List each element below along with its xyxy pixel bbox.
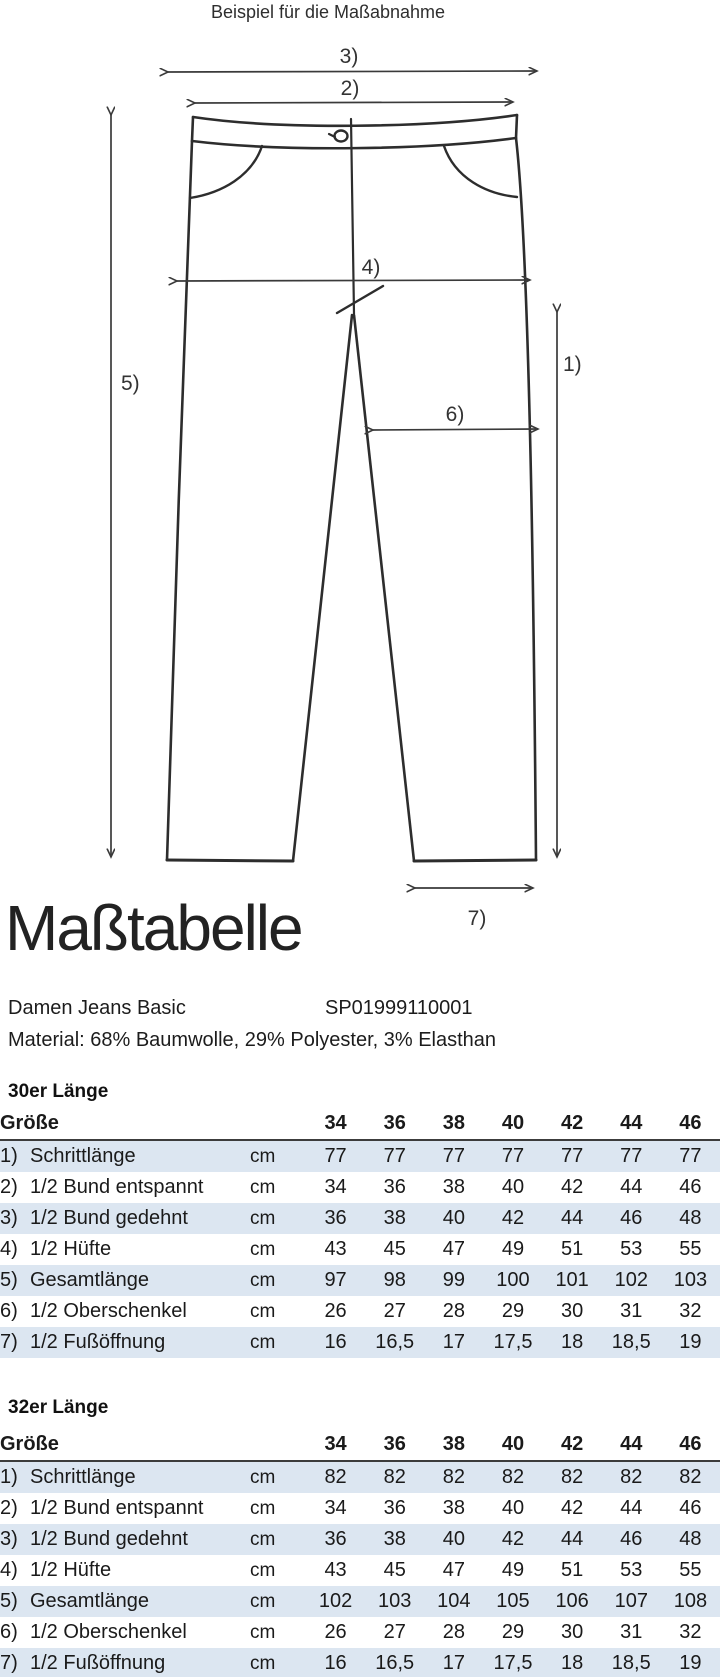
measure-value: 31 xyxy=(620,1300,643,1322)
page-title: Maßtabelle xyxy=(5,892,302,964)
size-header-cell: 38 xyxy=(442,1433,465,1455)
measure-value: 102 xyxy=(614,1269,648,1291)
measure-value: 47 xyxy=(442,1238,465,1260)
measure-number: 6) xyxy=(0,1300,18,1322)
measure-value: 82 xyxy=(324,1466,347,1488)
measure-number: 6) xyxy=(0,1621,18,1643)
measure-value: 36 xyxy=(324,1528,347,1550)
measure-name-cell xyxy=(0,1203,250,1234)
measure-row xyxy=(0,1648,720,1677)
measure-name-cell xyxy=(0,1524,250,1555)
measure-value: 16,5 xyxy=(375,1652,415,1674)
size-header-cell: 44 xyxy=(620,1112,643,1134)
measure-number: 5) xyxy=(0,1590,18,1612)
size-header-row xyxy=(0,1429,720,1461)
left-hem xyxy=(167,860,293,861)
measure-value: 107 xyxy=(614,1590,648,1612)
dimension-label-4: 4) xyxy=(361,256,381,279)
measure-value: 77 xyxy=(383,1145,406,1167)
measure-value: 82 xyxy=(383,1466,406,1488)
measure-name-cell xyxy=(0,1327,250,1358)
waistband-right-edge xyxy=(516,115,517,138)
measure-unit: cm xyxy=(250,1652,276,1674)
measure-value: 34 xyxy=(324,1176,347,1198)
size-header-cell: 44 xyxy=(620,1433,643,1455)
measure-number: 7) xyxy=(0,1331,18,1353)
measure-label: 1/2 Bund entspannt xyxy=(30,1497,204,1519)
measure-number: 2) xyxy=(0,1176,18,1198)
measure-value: 101 xyxy=(555,1269,589,1291)
measure-unit: cm xyxy=(250,1300,276,1322)
dimension-label-6: 6) xyxy=(445,403,465,426)
measure-value: 32 xyxy=(679,1300,702,1322)
size-row-label: Größe xyxy=(0,1433,59,1455)
measure-name-cell xyxy=(0,1265,250,1296)
measure-value: 30 xyxy=(561,1300,584,1322)
size-header-cell: 42 xyxy=(561,1112,584,1134)
measure-name-cell xyxy=(0,1586,250,1617)
measure-value: 44 xyxy=(620,1176,643,1198)
measure-value: 46 xyxy=(679,1176,702,1198)
measure-value: 106 xyxy=(555,1590,589,1612)
measure-label: Schrittlänge xyxy=(30,1145,136,1167)
measure-value: 32 xyxy=(679,1621,702,1643)
waistband-left-edge xyxy=(192,117,193,141)
table-heading-30: 30er Länge xyxy=(8,1081,109,1102)
size-header-cell: 34 xyxy=(324,1433,347,1455)
measure-value: 42 xyxy=(561,1176,584,1198)
measure-value: 51 xyxy=(561,1238,584,1260)
left-pocket-curve xyxy=(190,146,262,198)
dimension-label-5: 5) xyxy=(121,372,140,395)
measure-value: 31 xyxy=(620,1621,643,1643)
measure-value: 43 xyxy=(324,1238,347,1260)
measure-value: 16 xyxy=(324,1652,347,1674)
measure-value: 36 xyxy=(324,1207,347,1229)
measure-value: 105 xyxy=(496,1590,530,1612)
dimension-arrow-6 xyxy=(373,429,538,430)
dimension-label-3: 3) xyxy=(339,45,359,68)
diagram-title: Beispiel für die Maßabnahme xyxy=(210,2,446,22)
measure-value: 30 xyxy=(561,1621,584,1643)
measure-name-cell xyxy=(0,1648,250,1677)
measure-value: 38 xyxy=(383,1528,406,1550)
measure-row xyxy=(0,1172,720,1203)
right-pocket-curve xyxy=(444,146,517,197)
measure-value: 48 xyxy=(679,1528,702,1550)
measure-value: 82 xyxy=(679,1466,702,1488)
measure-unit: cm xyxy=(250,1621,276,1643)
size-header-cell: 38 xyxy=(442,1112,465,1134)
size-header-cell: 40 xyxy=(501,1433,525,1455)
measure-value: 53 xyxy=(620,1559,643,1581)
measure-value: 46 xyxy=(620,1528,643,1550)
measure-value: 108 xyxy=(673,1590,708,1612)
unit-header xyxy=(250,1429,306,1461)
measure-value: 38 xyxy=(442,1497,465,1519)
measure-number: 3) xyxy=(0,1207,18,1229)
button-icon xyxy=(335,131,348,142)
measure-value: 77 xyxy=(561,1145,584,1167)
dimension-arrow-3 xyxy=(168,71,537,72)
measure-value: 19 xyxy=(679,1652,702,1674)
measure-value: 99 xyxy=(442,1269,465,1291)
measure-row xyxy=(0,1461,720,1493)
measure-value: 42 xyxy=(501,1207,525,1229)
measure-value: 40 xyxy=(501,1176,525,1198)
measure-number: 2) xyxy=(0,1497,18,1519)
measure-unit: cm xyxy=(250,1145,276,1167)
measure-value: 45 xyxy=(383,1559,406,1581)
measure-value: 100 xyxy=(496,1269,530,1291)
measure-value: 42 xyxy=(561,1497,584,1519)
measure-value: 44 xyxy=(561,1207,584,1229)
measure-value: 17 xyxy=(442,1331,465,1353)
measure-label: 1/2 Hüfte xyxy=(30,1238,112,1260)
measure-row xyxy=(0,1524,720,1555)
left-outer-seam xyxy=(167,141,192,860)
measure-value: 77 xyxy=(501,1145,525,1167)
measure-value: 17,5 xyxy=(493,1652,533,1674)
measure-value: 103 xyxy=(378,1590,412,1612)
material-info: Material: 68% Baumwolle, 29% Polyester, 3% Elasthan xyxy=(8,1029,497,1051)
size-row-label: Größe xyxy=(0,1112,59,1134)
measure-row xyxy=(0,1140,720,1172)
measure-value: 103 xyxy=(673,1269,708,1291)
measure-value: 36 xyxy=(383,1176,406,1198)
measure-unit: cm xyxy=(250,1269,276,1291)
dimension-arrow-2 xyxy=(195,102,513,103)
measure-value: 16,5 xyxy=(375,1331,415,1353)
unit-header xyxy=(250,1108,306,1140)
left-inner-seam xyxy=(293,315,352,861)
measure-label: 1/2 Bund gedehnt xyxy=(30,1207,188,1229)
measure-number: 1) xyxy=(0,1145,18,1167)
measure-unit: cm xyxy=(250,1238,276,1260)
measure-row xyxy=(0,1296,720,1327)
measure-value: 29 xyxy=(501,1300,525,1322)
measure-row xyxy=(0,1586,720,1617)
measure-value: 40 xyxy=(442,1528,465,1550)
measure-unit: cm xyxy=(250,1207,276,1229)
measure-value: 43 xyxy=(324,1559,347,1581)
measure-label: 1/2 Hüfte xyxy=(30,1559,112,1581)
measure-value: 34 xyxy=(324,1497,347,1519)
measure-label: 1/2 Fußöffnung xyxy=(30,1652,166,1674)
measure-value: 46 xyxy=(620,1207,643,1229)
measure-value: 19 xyxy=(679,1331,702,1353)
measure-row xyxy=(0,1203,720,1234)
measure-value: 27 xyxy=(383,1300,406,1322)
dimension-label-7: 7) xyxy=(467,907,487,930)
table-heading-32: 32er Länge xyxy=(8,1397,109,1418)
size-header-cell: 34 xyxy=(324,1112,347,1134)
measure-label: 1/2 Bund entspannt xyxy=(30,1176,204,1198)
measure-value: 17,5 xyxy=(493,1331,533,1353)
measure-unit: cm xyxy=(250,1331,276,1353)
measure-value: 77 xyxy=(679,1145,702,1167)
measure-row xyxy=(0,1493,720,1524)
size-table-32 xyxy=(0,1429,720,1677)
measure-value: 36 xyxy=(383,1497,406,1519)
size-header-cell: 40 xyxy=(501,1112,525,1134)
dimension-arrow-4 xyxy=(177,280,530,281)
waistband-top xyxy=(193,115,517,126)
measure-value: 27 xyxy=(383,1621,406,1643)
measure-value: 82 xyxy=(501,1466,525,1488)
measure-value: 44 xyxy=(620,1497,643,1519)
measure-name-cell xyxy=(0,1461,250,1493)
measure-number: 3) xyxy=(0,1528,18,1550)
measure-value: 48 xyxy=(679,1207,702,1229)
measure-value: 18,5 xyxy=(611,1652,651,1674)
measure-value: 47 xyxy=(442,1559,465,1581)
measure-unit: cm xyxy=(250,1497,276,1519)
measure-value: 26 xyxy=(324,1300,347,1322)
size-header-cell: 36 xyxy=(383,1433,406,1455)
measure-name-cell xyxy=(0,1493,250,1524)
measure-row xyxy=(0,1327,720,1358)
size-header-cell: 46 xyxy=(679,1112,702,1134)
measure-label: Gesamtlänge xyxy=(30,1590,149,1612)
size-header-row xyxy=(0,1108,720,1140)
product-name: Damen Jeans Basic xyxy=(8,997,186,1019)
right-hem xyxy=(414,860,536,861)
measure-value: 82 xyxy=(561,1466,584,1488)
measure-value: 104 xyxy=(437,1590,471,1612)
product-code: SP01999110001 xyxy=(325,997,473,1019)
measure-row xyxy=(0,1617,720,1648)
measure-value: 29 xyxy=(501,1621,525,1643)
measure-number: 4) xyxy=(0,1559,18,1581)
measure-name-cell xyxy=(0,1172,250,1203)
measure-value: 42 xyxy=(501,1528,525,1550)
measure-unit: cm xyxy=(250,1466,276,1488)
measure-value: 46 xyxy=(679,1497,702,1519)
measure-value: 77 xyxy=(324,1145,347,1167)
measure-number: 7) xyxy=(0,1652,18,1674)
size-table-30 xyxy=(0,1108,720,1358)
measure-unit: cm xyxy=(250,1528,276,1550)
measure-value: 17 xyxy=(442,1652,465,1674)
measure-unit: cm xyxy=(250,1176,276,1198)
measure-value: 26 xyxy=(324,1621,347,1643)
measure-value: 82 xyxy=(442,1466,465,1488)
measure-value: 49 xyxy=(501,1238,525,1260)
measure-label: Schrittlänge xyxy=(30,1466,136,1488)
pants-outline xyxy=(167,115,536,861)
measure-name-cell xyxy=(0,1234,250,1265)
measure-value: 49 xyxy=(501,1559,525,1581)
measure-value: 77 xyxy=(442,1145,465,1167)
measure-number: 4) xyxy=(0,1238,18,1260)
measure-name-cell xyxy=(0,1296,250,1327)
dimension-label-1: 1) xyxy=(563,353,582,376)
measure-value: 38 xyxy=(383,1207,406,1229)
right-inner-seam xyxy=(354,315,414,861)
measure-value: 18 xyxy=(561,1331,584,1353)
measure-value: 55 xyxy=(679,1559,702,1581)
measure-number: 5) xyxy=(0,1269,18,1291)
measure-label: 1/2 Oberschenkel xyxy=(30,1621,187,1643)
measure-label: Gesamtlänge xyxy=(30,1269,149,1291)
size-header-cell: 46 xyxy=(679,1433,702,1455)
measure-name-cell xyxy=(0,1555,250,1586)
measure-value: 51 xyxy=(561,1559,584,1581)
measure-unit: cm xyxy=(250,1559,276,1581)
measure-value: 77 xyxy=(620,1145,643,1167)
measure-number: 1) xyxy=(0,1466,18,1488)
measure-name-cell xyxy=(0,1617,250,1648)
measure-value: 40 xyxy=(442,1207,465,1229)
measure-value: 28 xyxy=(442,1300,465,1322)
measure-value: 28 xyxy=(442,1621,465,1643)
right-outer-seam xyxy=(516,138,536,860)
measure-row xyxy=(0,1555,720,1586)
measure-value: 98 xyxy=(383,1269,406,1291)
measure-label: 1/2 Oberschenkel xyxy=(30,1300,187,1322)
dimension-label-2: 2) xyxy=(340,77,360,100)
crotch-slash-mark xyxy=(337,286,383,313)
measure-row xyxy=(0,1265,720,1296)
measure-value: 18 xyxy=(561,1652,584,1674)
size-header-cell: 36 xyxy=(383,1112,406,1134)
measure-value: 18,5 xyxy=(611,1331,651,1353)
measure-value: 53 xyxy=(620,1238,643,1260)
measure-value: 44 xyxy=(561,1528,584,1550)
measure-value: 45 xyxy=(383,1238,406,1260)
measure-value: 97 xyxy=(324,1269,347,1291)
measure-row xyxy=(0,1234,720,1265)
waistband-bottom xyxy=(192,138,516,148)
measure-value: 102 xyxy=(318,1590,353,1612)
measure-value: 55 xyxy=(679,1238,702,1260)
measure-value: 16 xyxy=(324,1331,347,1353)
measure-label: 1/2 Fußöffnung xyxy=(30,1331,166,1353)
size-header-cell: 42 xyxy=(561,1433,584,1455)
measure-value: 82 xyxy=(620,1466,643,1488)
measure-name-cell xyxy=(0,1140,250,1172)
measure-value: 40 xyxy=(501,1497,525,1519)
measure-unit: cm xyxy=(250,1590,276,1612)
measure-label: 1/2 Bund gedehnt xyxy=(30,1528,188,1550)
measure-value: 38 xyxy=(442,1176,465,1198)
